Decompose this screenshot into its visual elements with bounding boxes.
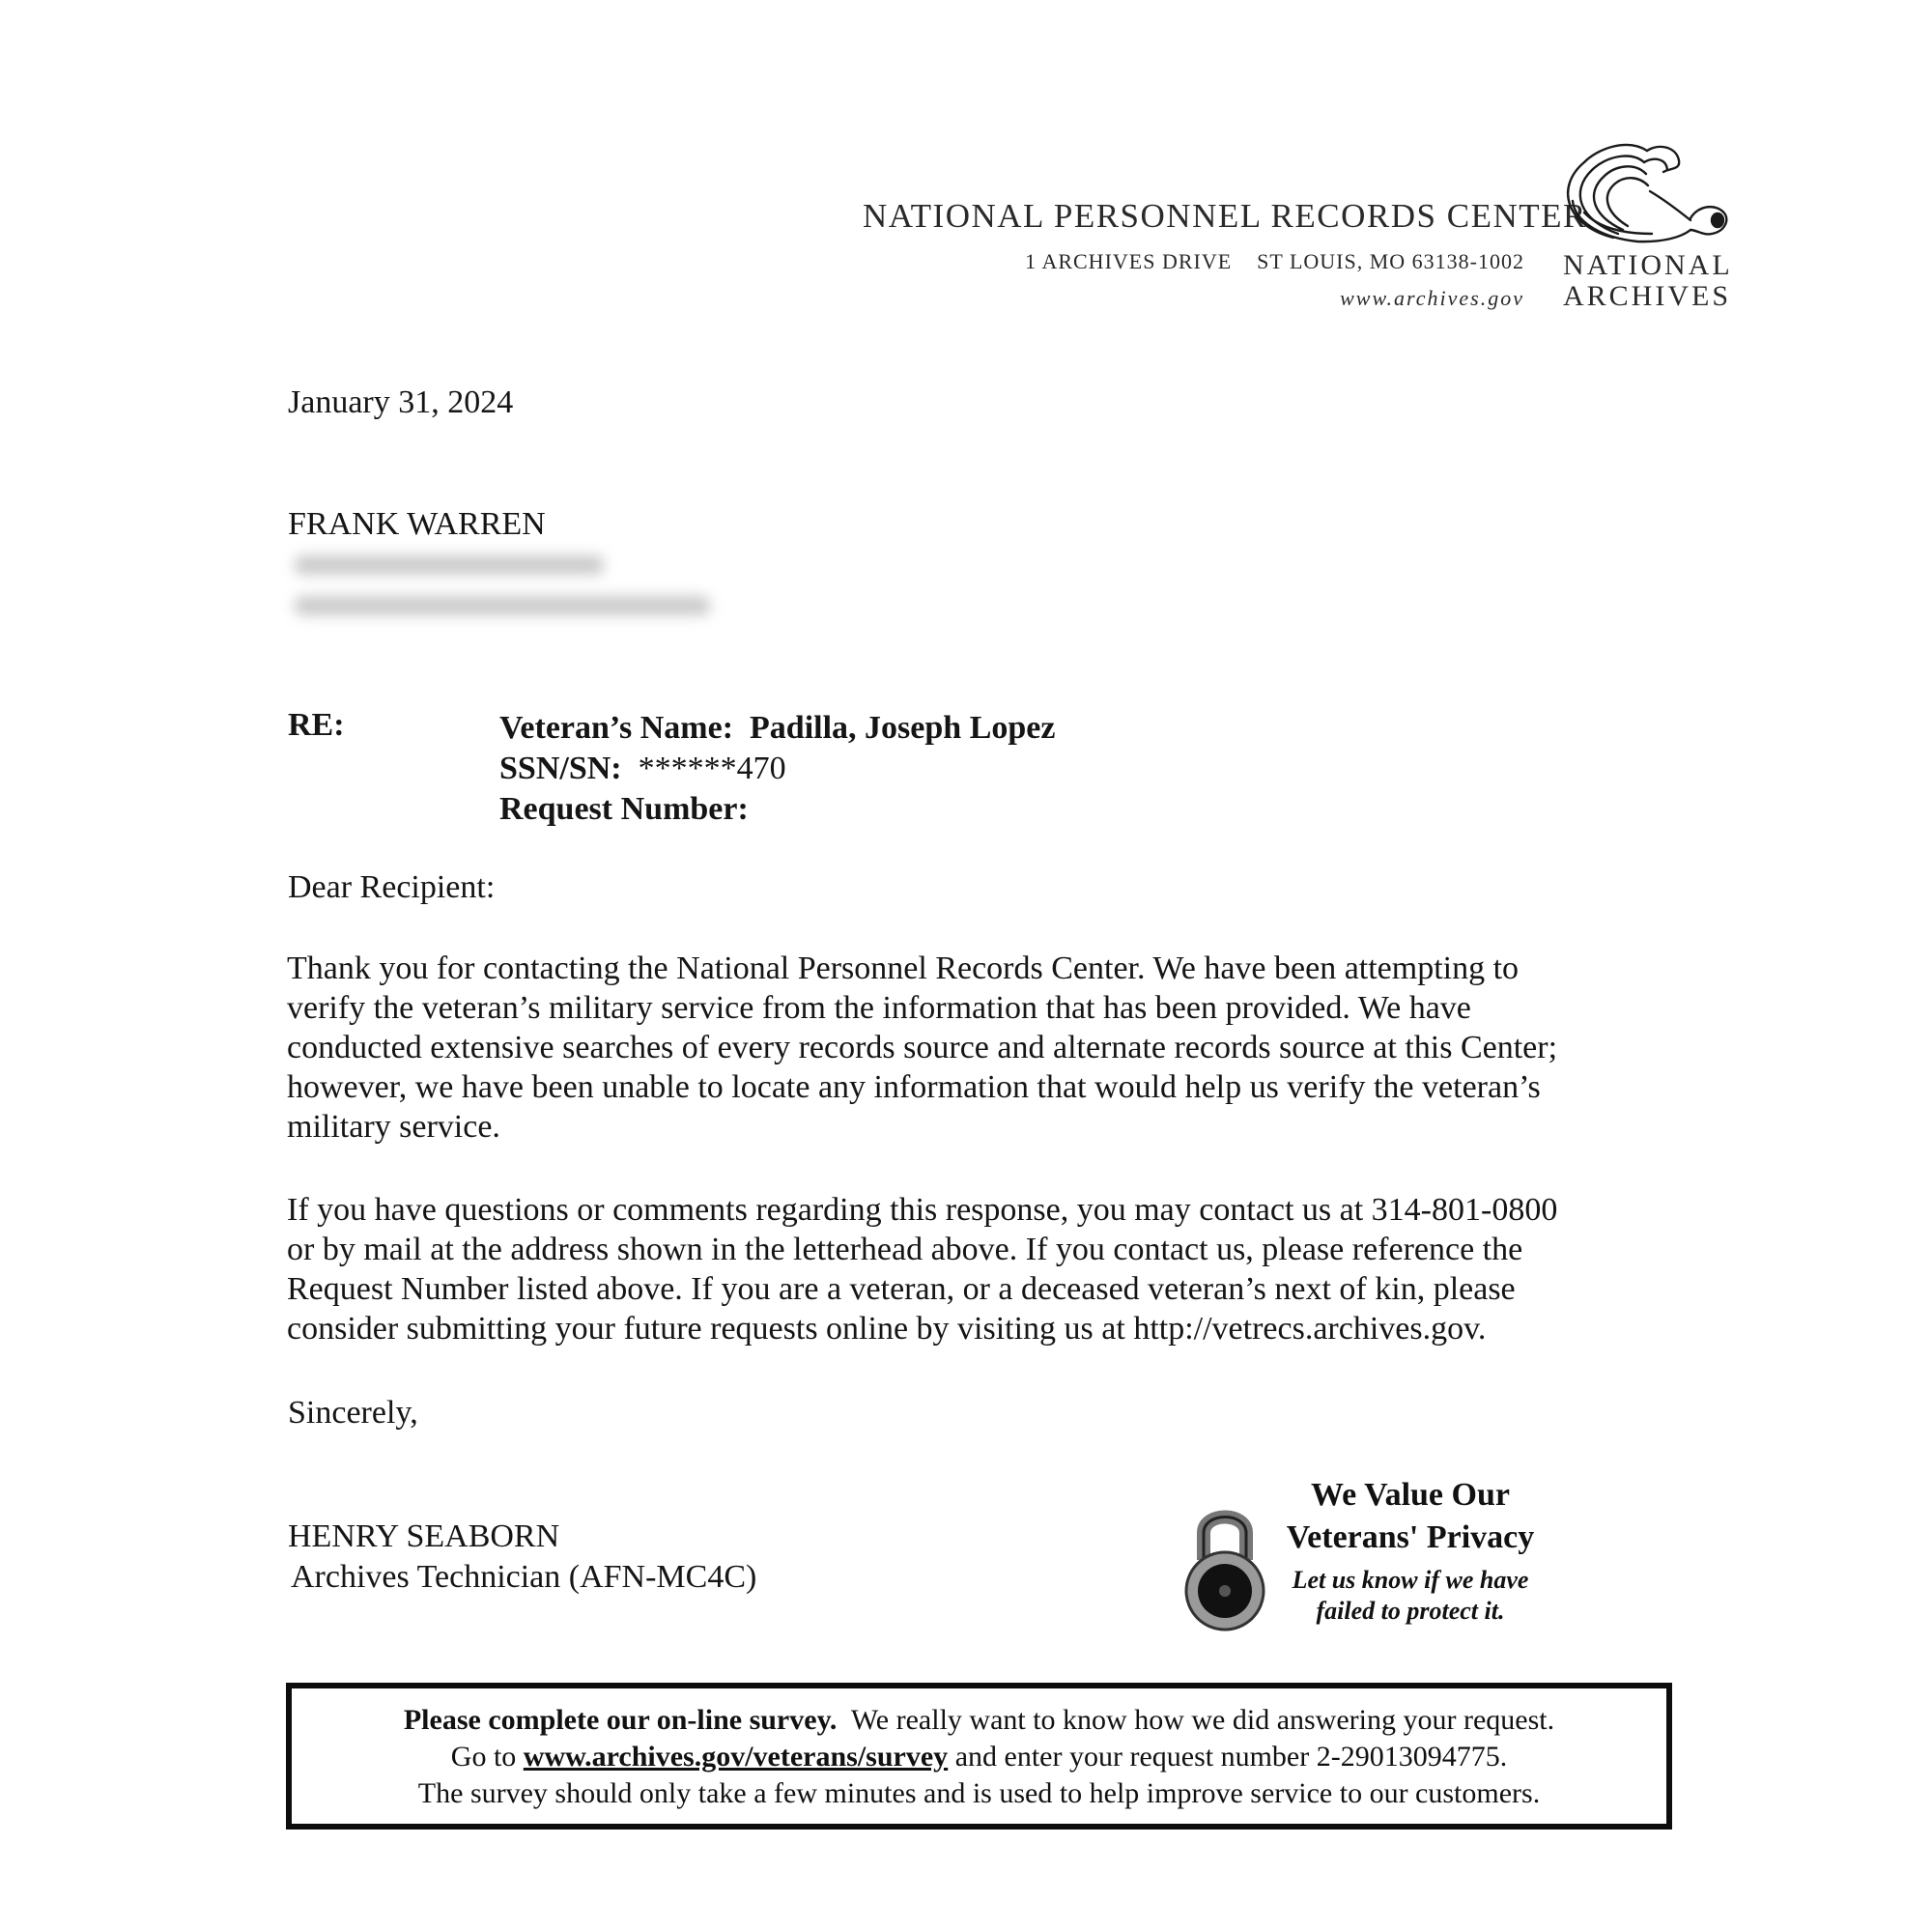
paragraph-2-line: If you have questions or comments regarding this response, you may contact us at 314-801-0800: [287, 1192, 1558, 1228]
combination-padlock-icon: [1177, 1502, 1273, 1632]
re-ssn-row: [499, 749, 786, 788]
paragraph-1: [287, 949, 1697, 1147]
request-number-label: Request Number:: [499, 791, 749, 827]
paragraph-1-line: verify the veteran’s military service from the information that has been provided. We have: [287, 990, 1471, 1026]
paragraph-2: [287, 1190, 1697, 1348]
survey-box: [286, 1683, 1672, 1830]
survey-line-2-suffix: and enter your request number 2-29013094775.: [948, 1741, 1508, 1773]
logo-text-national: NATIONAL: [1563, 249, 1733, 281]
letter-date: January 31, 2024: [288, 384, 514, 420]
veteran-name-label: Veteran’s Name:: [499, 710, 734, 746]
ssn-label: SSN/SN:: [499, 751, 622, 786]
veteran-name-value: Padilla, Joseph Lopez: [750, 710, 1056, 746]
paragraph-2-line: Request Number listed above. If you are a veteran, or a deceased veteran’s next of kin, please: [287, 1271, 1516, 1307]
survey-line-2-prefix: Go to: [450, 1741, 524, 1773]
privacy-heading-line-2: Veterans' Privacy: [1286, 1519, 1535, 1555]
letterhead-website: www.archives.gov: [1340, 286, 1524, 310]
privacy-sub-line-2: failed to protect it.: [1316, 1597, 1505, 1625]
survey-link[interactable]: www.archives.gov/veterans/survey: [523, 1741, 949, 1773]
letterhead-organization: NATIONAL PERSONNEL RECORDS CENTER: [863, 197, 1587, 235]
redacted-address-line-2: [295, 596, 710, 615]
ssn-value: ******470: [638, 751, 786, 786]
privacy-heading-line-1: We Value Our: [1311, 1477, 1510, 1513]
recipient-name: FRANK WARREN: [288, 506, 546, 542]
redacted-address-line-1: [295, 555, 604, 575]
survey-line-1-bold: Please complete our on-line survey.: [403, 1704, 838, 1736]
letterhead-address: 1 ARCHIVES DRIVE ST LOUIS, MO 63138-1002: [1025, 249, 1524, 273]
survey-line-1-rest: We really want to know how we did answering your request.: [837, 1704, 1555, 1736]
paragraph-1-line: conducted extensive searches of every records source and alternate records source at this Center;: [287, 1030, 1558, 1065]
survey-line-3: The survey should only take a few minutes and is used to help improve service to our customers.: [417, 1777, 1541, 1809]
re-label: RE:: [288, 707, 345, 743]
paragraph-1-line: Thank you for contacting the National Personnel Records Center. We have been attempting to: [287, 950, 1520, 986]
paragraph-1-line: however, we have been unable to locate any information that would help us verify the veteran’s: [287, 1069, 1541, 1105]
privacy-sub-line-1: Let us know if we have: [1292, 1566, 1529, 1594]
re-veteran-name-row: [499, 708, 1055, 748]
paragraph-2-line: consider submitting your future requests online by visiting us at http://vetrecs.archives.gov.: [287, 1311, 1487, 1347]
survey-line-1: [292, 1702, 1666, 1739]
privacy-notice: [1265, 1474, 1555, 1627]
salutation: Dear Recipient:: [288, 869, 496, 905]
closing: Sincerely,: [288, 1395, 418, 1431]
paragraph-2-line: or by mail at the address shown in the letterhead above. If you contact us, please reference the: [287, 1232, 1523, 1267]
paragraph-1-line: military service.: [287, 1109, 500, 1145]
survey-line-2: [292, 1739, 1666, 1775]
signer-title: Archives Technician (AFN-MC4C): [291, 1559, 757, 1595]
eagle-logo-icon: [1546, 133, 1734, 247]
logo-text-archives: ARCHIVES: [1563, 280, 1732, 312]
signer-name: HENRY SEABORN: [288, 1518, 560, 1554]
